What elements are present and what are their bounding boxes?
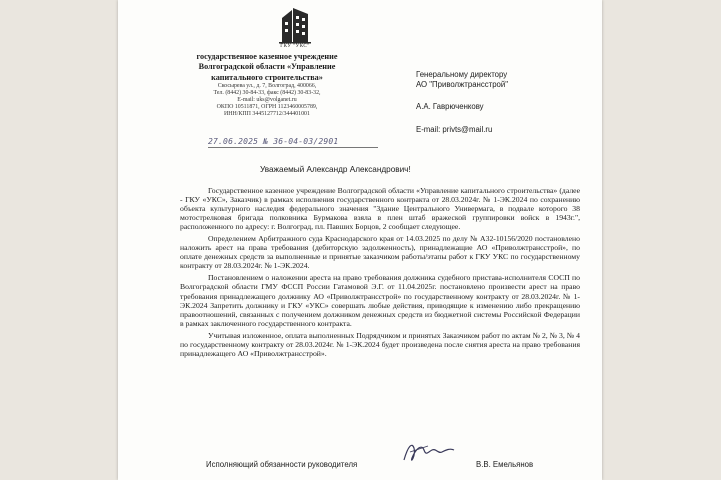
sender-email: E-mail: uks@volganet.ru xyxy=(237,96,297,103)
building-logo-icon xyxy=(278,4,312,44)
paragraph: Государственное казенное учреждение Волгоградской области «Управление капитального строительства» (далее - ГКУ «УКС», Заказчик) в рамках исполнения государственного контракта от 28.03.2024г. № 1-ЭК.2024 по сохранению объекта культурного наследия федерального значения "Здание Центрального Универмага, в подвале которого 38 мотострелковая бригада полковника Бурмакова взяла в плен штаб вражеской группировки войск в 1943г.", расположенного по адресу: г. Волгоград, пл. Павших Борцов, 2 сообщает следующее. xyxy=(180,186,580,232)
recipient-company: АО "Приволжтрансстрой" xyxy=(416,80,509,89)
greeting: Уважаемый Александр Александрович! xyxy=(260,165,411,174)
recipient-name: А.А. Гаврюченкову xyxy=(416,102,484,111)
recipient-block xyxy=(416,70,596,135)
sender-address: Скосырева ул., д. 7, Волгоград, 400066, xyxy=(217,83,317,89)
paragraph: Постановлением о наложении ареста на право требования должника судебного пристава-исполнителя СОСП по Волгоградской области ГМУ ФССП России Гатамовой Э.Г. от 11.04.2025г. постановлено произвести арест на право требования принадлежащего должнику АО «Приволжтрансстрой» по государственному контракту от 28.03.2024г. № 1-ЭК.2024 Запретить должнику и ГКУ «УКС» совершать любые действия, приводящие к изменению либо прекращению правоотношений, связанных с получением должником денежных средств из бюджетной системы Российской Федерации в рамках заключенного государственного контракта. xyxy=(180,273,580,328)
sender-okpo: ОКПО 10511871, ОГРН 1123460005789, xyxy=(216,103,318,110)
org-name-line: Волгоградской области «Управление xyxy=(198,62,336,72)
signatory-name: В.В. Емельянов xyxy=(476,460,534,469)
outgoing-reference: 27.06.2025 № 36-04-03/2901 xyxy=(208,137,339,146)
sender-phone: Тел. (8442) 30-84-33, факс (8442) 30-83-32, xyxy=(213,89,321,96)
org-name-line: капитального строительства» xyxy=(211,72,323,82)
logo-caption: ГКУ "УКС" xyxy=(280,44,310,49)
letter-body xyxy=(180,186,580,361)
recipient-position: Генеральному директору xyxy=(416,70,508,79)
sender-details xyxy=(186,83,348,118)
paragraph: Определением Арбитражного суда Краснодарского края от 14.03.2025 по делу № А32-10156/2020 постановлено наложить арест на права требования (дебиторскую задолженность), принадлежащие АО «Приволжтрансстрой», по оплате денежных средств за выполненные и принятые заказчиком работы/этапы работ к ГКУ УКС по государственному контракту от 28.03.2024г. № 1-ЭК.2024. xyxy=(180,234,580,271)
sender-inn: ИНН/КПП 3445127712/344401001 xyxy=(224,110,310,117)
handwritten-signature xyxy=(398,438,458,468)
recipient-email: E-mail: privts@mail.ru xyxy=(416,125,493,134)
reference-underline xyxy=(208,147,378,148)
letter-page xyxy=(118,0,602,480)
org-name-line: государственное казенное учреждение xyxy=(196,52,338,61)
signatory-title: Исполняющий обязанности руководителя xyxy=(206,460,358,469)
sender-org-name xyxy=(162,52,372,83)
paragraph: Учитывая изложенное, оплата выполненных Подрядчиком и принятых Заказчиком работ по актам № 2, № 3, № 4 по государственному контракту от 28.03.2024г. № 1-ЭК.2024 будет произведена после снятия ареста на право требования принадлежащего АО «Приволжтрансстрой». xyxy=(180,330,580,358)
